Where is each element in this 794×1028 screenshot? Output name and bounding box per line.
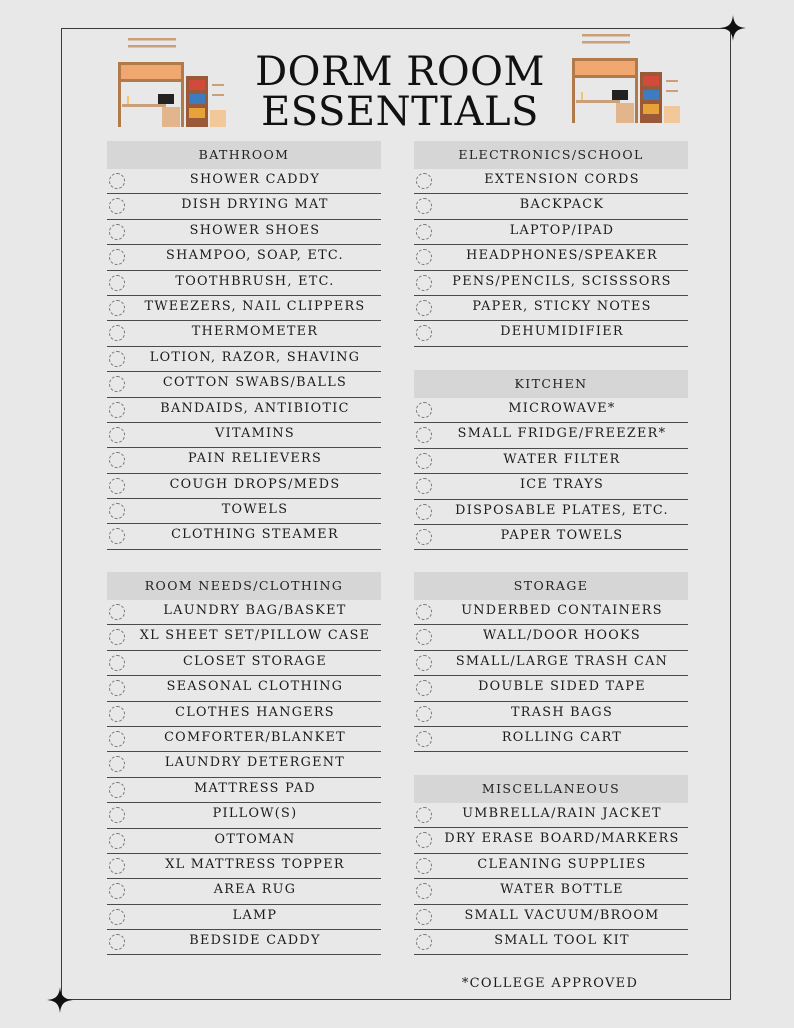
checklist-item[interactable]	[414, 905, 688, 930]
checklist-item-label: BACKPACK	[519, 197, 605, 213]
checklist-item-label: SMALL VACUUM/BROOM	[464, 907, 660, 923]
checklist-item-label: LAPTOP/IPAD	[509, 222, 615, 238]
checklist-item-label: MATTRESS PAD	[194, 780, 316, 796]
checklist-item[interactable]	[414, 625, 688, 650]
checklist-item[interactable]	[107, 727, 381, 752]
checklist-item[interactable]	[107, 194, 381, 219]
checklist-item-label: AREA RUG	[213, 882, 297, 898]
title-line-1: DORM ROOM	[255, 49, 545, 95]
checklist-item[interactable]	[107, 296, 381, 321]
checklist-item-label: DRY ERASE BOARD/MARKERS	[444, 831, 680, 847]
checklist-item-label: PAPER, STICKY NOTES	[472, 298, 652, 314]
checklist-item[interactable]	[107, 600, 381, 625]
checklist-item-label: LAUNDRY BAG/BASKET	[163, 603, 347, 618]
checklist-item[interactable]	[107, 676, 381, 701]
checklist-item[interactable]	[414, 828, 688, 853]
section-storage	[414, 572, 688, 752]
checklist-item-label: LAMP	[232, 907, 278, 923]
checklist-item-label: WALL/DOOR HOOKS	[483, 628, 641, 644]
checklist-item[interactable]	[414, 423, 688, 448]
checklist-item-label: DISH DRYING MAT	[181, 197, 329, 213]
checklist-item[interactable]	[107, 651, 381, 676]
checklist-item[interactable]	[107, 499, 381, 524]
checklist-item[interactable]	[107, 347, 381, 372]
checklist-item[interactable]	[107, 829, 381, 854]
checklist-item-label: DEHUMIDIFIER	[500, 324, 624, 340]
section-header: ROOM NEEDS/CLOTHING	[107, 572, 381, 600]
checklist-item[interactable]	[107, 372, 381, 397]
checklist-item-label: SMALL/LARGE TRASH CAN	[455, 653, 669, 669]
checklist-item[interactable]	[414, 600, 688, 625]
checklist-item[interactable]	[414, 474, 688, 499]
checklist-item[interactable]	[414, 803, 688, 828]
checklist-item[interactable]	[107, 625, 381, 650]
checklist-item-label: ROLLING CART	[501, 729, 623, 745]
checklist-item-label: COMFORTER/BLANKET	[164, 729, 346, 745]
section-room-needs-clothing	[107, 572, 381, 955]
checklist-item[interactable]	[107, 854, 381, 879]
checklist-item-label: OTTOMAN	[214, 831, 296, 847]
checklist-item[interactable]	[414, 169, 688, 194]
section-electronics-school	[414, 141, 688, 347]
checklist-item-label: CLOTHING STEAMER	[171, 527, 339, 543]
checklist-item-label: HEADPHONES/SPEAKER	[466, 248, 658, 264]
checklist-item-label: UNDERBED CONTAINERS	[461, 603, 663, 618]
checklist-item-label: MICROWAVE*	[508, 401, 616, 416]
checklist-item[interactable]	[414, 194, 688, 219]
checklist-item-label: VITAMINS	[215, 425, 295, 441]
section-header: KITCHEN	[414, 370, 688, 398]
checklist-item[interactable]	[107, 879, 381, 904]
section-kitchen	[414, 370, 688, 550]
checklist-item-label: TWEEZERS, NAIL CLIPPERS	[144, 298, 366, 314]
checklist-item[interactable]	[107, 474, 381, 499]
checklist-item[interactable]	[107, 702, 381, 727]
checklist-item[interactable]	[107, 448, 381, 473]
checklist-item-label: SMALL TOOL KIT	[494, 932, 630, 948]
checklist-item[interactable]	[107, 220, 381, 245]
checklist-item-label: CLOSET STORAGE	[183, 653, 327, 669]
checklist-item[interactable]	[414, 220, 688, 245]
section-header: ELECTRONICS/SCHOOL	[414, 141, 688, 169]
checklist-item-label: SMALL FRIDGE/FREEZER*	[457, 426, 667, 442]
checklist-item[interactable]	[107, 752, 381, 777]
checklist-item-label: PAIN RELIEVERS	[187, 451, 323, 467]
checklist-item[interactable]	[414, 449, 688, 474]
checklist-item-label: WATER FILTER	[503, 451, 621, 467]
title-line-2: ESSENTIALS	[261, 89, 539, 135]
checklist-item-label: UMBRELLA/RAIN JACKET	[462, 806, 662, 821]
checklist-item[interactable]	[414, 525, 688, 550]
checklist-item[interactable]	[414, 854, 688, 879]
checklist-item[interactable]	[414, 321, 688, 346]
checklist-item[interactable]	[107, 245, 381, 270]
checklist-item[interactable]	[414, 676, 688, 701]
checklist-item-label: DISPOSABLE PLATES, ETC.	[455, 502, 669, 518]
checklist-item[interactable]	[414, 245, 688, 270]
checklist-item-label: CLEANING SUPPLIES	[477, 856, 647, 872]
checklist-item-label: XL MATTRESS TOPPER	[165, 856, 345, 872]
checklist-item-label: ICE TRAYS	[519, 477, 605, 493]
checklist-item[interactable]	[107, 778, 381, 803]
footnote: *COLLEGE APPROVED	[461, 976, 639, 991]
checklist-item[interactable]	[107, 321, 381, 346]
checklist-item[interactable]	[414, 879, 688, 904]
checklist-item-label: SEASONAL CLOTHING	[166, 679, 344, 695]
checklist-item-label: BANDAIDS, ANTIBIOTIC	[160, 400, 350, 416]
checklist-item[interactable]	[107, 803, 381, 828]
section-bathroom	[107, 141, 381, 550]
checklist-item[interactable]	[107, 524, 381, 549]
checklist-item[interactable]	[107, 905, 381, 930]
checklist-item[interactable]	[414, 930, 688, 955]
checklist-item-label: PILLOW(S)	[212, 806, 298, 822]
checklist-item-label: WATER BOTTLE	[500, 882, 624, 898]
checklist-item-label: EXTENSION CORDS	[484, 172, 640, 187]
checklist-item-label: SHOWER SHOES	[189, 222, 321, 238]
checklist-item[interactable]	[414, 398, 688, 423]
checklist-item-label: CLOTHES HANGERS	[175, 704, 335, 720]
checklist-item-label: SHOWER CADDY	[189, 172, 321, 187]
checklist-item-label: COUGH DROPS/MEDS	[169, 476, 341, 492]
checklist-item-label: DOUBLE SIDED TAPE	[478, 679, 646, 695]
checklist-item-label: LOTION, RAZOR, SHAVING	[149, 349, 361, 365]
checklist-item[interactable]	[414, 500, 688, 525]
checklist-item[interactable]	[414, 271, 688, 296]
checklist-item-label: TOWELS	[221, 502, 289, 518]
checklist-item-label: TRASH BAGS	[510, 704, 614, 720]
checklist-item[interactable]	[414, 651, 688, 676]
checklist-item[interactable]	[414, 702, 688, 727]
checklist-item[interactable]	[414, 727, 688, 752]
checklist-item-label: LAUNDRY DETERGENT	[164, 755, 346, 771]
checklist-item-label: TOOTHBRUSH, ETC.	[175, 273, 335, 289]
checklist-item-label: PAPER TOWELS	[500, 527, 624, 543]
checklist-item-label: SHAMPOO, SOAP, ETC.	[166, 248, 344, 264]
checklist-item[interactable]	[107, 271, 381, 296]
checklist-item-label: COTTON SWABS/BALLS	[162, 375, 348, 391]
section-header: BATHROOM	[107, 141, 381, 169]
section-miscellaneous	[414, 775, 688, 955]
checklist-item-label: THERMOMETER	[191, 324, 319, 340]
section-header: MISCELLANEOUS	[414, 775, 688, 803]
checklist-item-label: BEDSIDE CADDY	[189, 933, 321, 949]
page-title	[200, 49, 600, 135]
checklist-item[interactable]	[107, 423, 381, 448]
checklist-item-label: PENS/PENCILS, SCISSSORS	[452, 273, 672, 289]
section-header: STORAGE	[414, 572, 688, 600]
checklist-item[interactable]	[107, 930, 381, 955]
star-icon	[720, 15, 746, 41]
star-icon	[47, 987, 73, 1013]
checklist-item[interactable]	[107, 169, 381, 194]
checklist-item-label: XL SHEET SET/PILLOW CASE	[139, 628, 371, 644]
checklist-item[interactable]	[414, 296, 688, 321]
checklist-item[interactable]	[107, 398, 381, 423]
